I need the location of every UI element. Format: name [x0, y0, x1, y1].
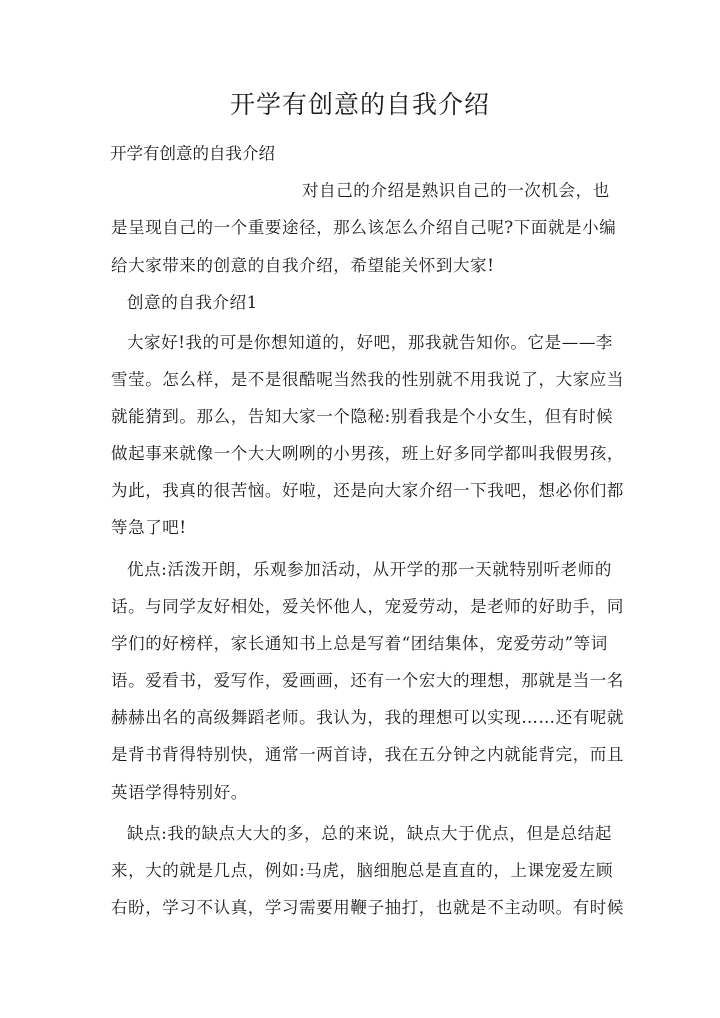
paragraph-line: 来，大的就是几点，例如:马虎，脑细胞总是直直的，上课宠爱左顾 [111, 861, 614, 880]
paragraph-line: 学们的好榜样，家长通知书上总是写着“团结集体，宠爱劳动”等词 [111, 634, 608, 653]
paragraph-line: 是背书背得特别快，通常一两首诗，我在五分钟之内就能背完，而且 [111, 745, 624, 764]
paragraph-line: 大家好!我的可是你想知道的，好吧，那我就告知你。它是——李 [127, 333, 614, 352]
paragraph-line: 右盼，学习不认真，学习需要用鞭子抽打，也就是不主动呗。有时候 [111, 898, 624, 917]
intro-line: 是呈现自己的一个重要途径，那么该怎么介绍自己呢?下面就是小编 [111, 218, 617, 237]
document-title: 开学有创意的自我介绍 [229, 90, 490, 119]
intro-line: 给大家带来的创意的自我介绍，希望能关怀到大家! [111, 256, 495, 275]
document-subtitle: 开学有创意的自我介绍 [110, 144, 275, 163]
paragraph-line: 优点:活泼开朗，乐观参加活动，从开学的那一天就特别听老师的 [127, 560, 612, 579]
paragraph-line: 缺点:我的缺点大大的多，总的来说，缺点大于优点，但是总结起 [127, 824, 612, 843]
paragraph-line: 英语学得特别好。 [111, 783, 248, 802]
paragraph-line: 为此，我真的很苦恼。好啦，还是向大家介绍一下我吧，想必你们都 [111, 481, 624, 500]
paragraph-line: 话。与同学友好相处，爱关怀他人，宠爱劳动，是老师的好助手，同 [111, 597, 624, 616]
paragraph-line: 做起事来就像一个大大咧咧的小男孩，班上好多同学都叫我假男孩， [111, 444, 624, 463]
section-heading: 创意的自我介绍1 [127, 293, 258, 312]
paragraph-line: 就能猜到。那么，告知大家一个隐秘:别看我是个小女生，但有时候 [111, 407, 614, 426]
paragraph-line: 赫赫出名的高级舞蹈老师。我认为，我的理想可以实现……还有呢就 [111, 708, 624, 727]
paragraph-line: 语。爱看书，爱写作，爱画画，还有一个宏大的理想，那就是当一名 [111, 671, 624, 690]
paragraph-line: 等急了吧! [111, 518, 187, 537]
intro-line: 对自己的介绍是熟识自己的一次机会，也 [302, 181, 610, 200]
paragraph-line: 雪莹。怎么样，是不是很酷呢当然我的性别就不用我说了，大家应当 [111, 370, 624, 389]
